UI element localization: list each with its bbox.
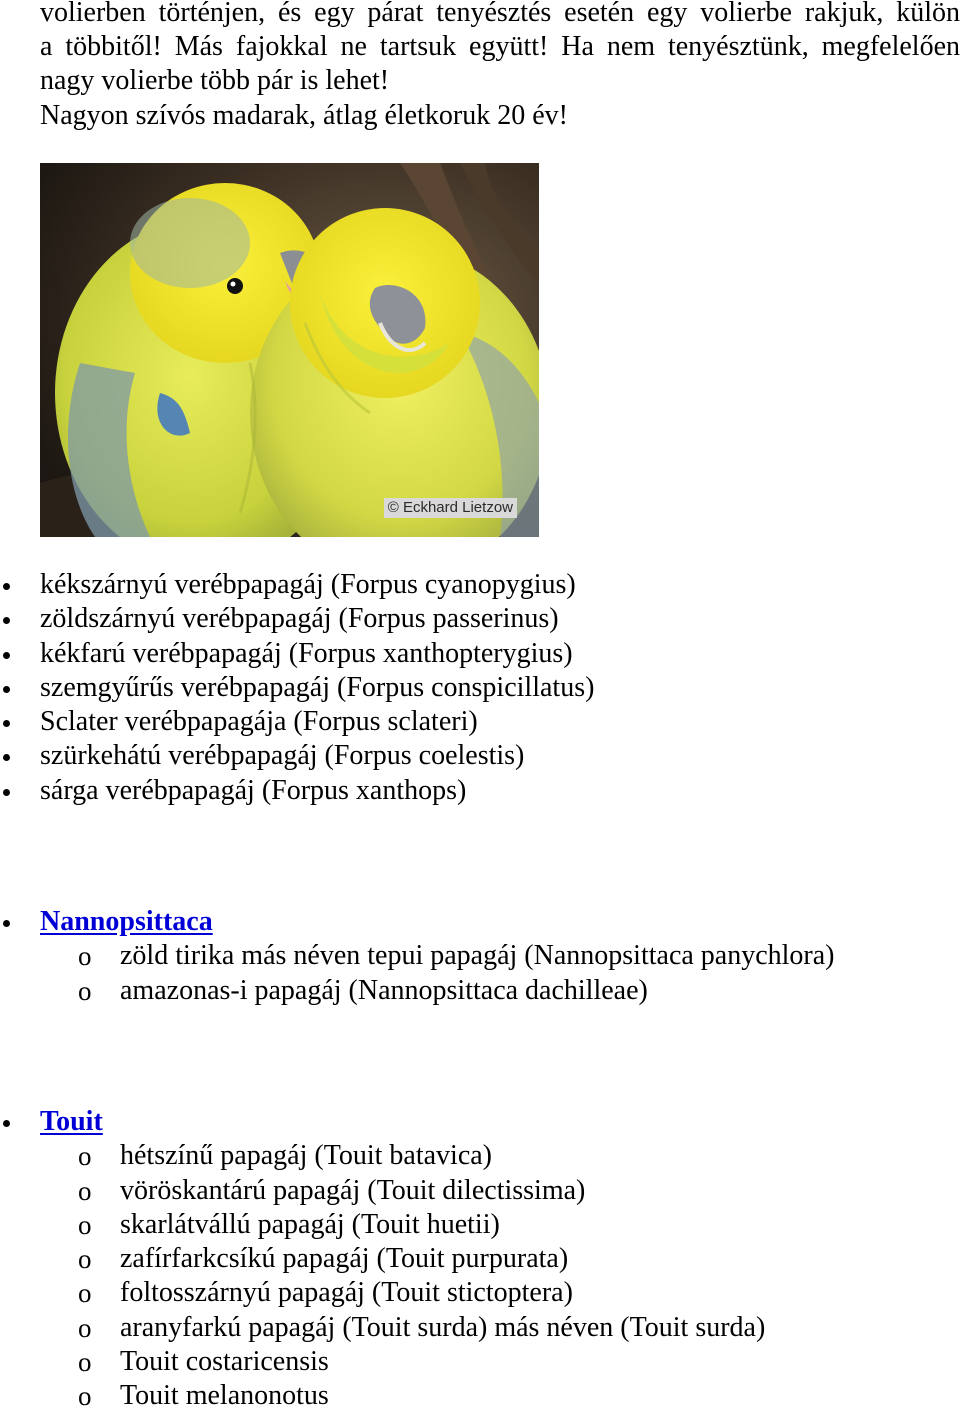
list-item — [0, 774, 960, 808]
sub-list-item — [0, 1174, 960, 1208]
bullet-icon — [3, 617, 10, 624]
bullet-icon — [3, 720, 10, 727]
sub-list-item — [0, 974, 960, 1008]
genus-heading-row — [0, 905, 960, 939]
lovebirds-image — [40, 163, 539, 537]
circle-bullet-icon: o — [78, 1278, 92, 1309]
sub-list-item — [0, 1208, 960, 1242]
genus-heading-row — [0, 1105, 960, 1139]
bullet-icon — [3, 583, 10, 590]
sub-list-item-text: zöld tirika más néven tepui papagáj (Nannopsittaca panychlora) — [120, 940, 835, 972]
sub-list-item-text: skarlátvállú papagáj (Touit huetii) — [120, 1208, 500, 1240]
intro-paragraph — [40, 0, 960, 133]
nannopsittaca-section — [0, 905, 960, 1008]
list-item — [0, 602, 960, 636]
sub-list-item-text: amazonas-i papagáj (Nannopsittaca dachilleae) — [120, 974, 648, 1006]
list-item-text: Sclater verébpapagája (Forpus sclateri) — [40, 706, 478, 738]
intro-line: nagy volierbe több pár is lehet! — [40, 65, 390, 97]
intro-line: volierben történjen, és egy párat tenyésztés esetén egy volierbe rakjuk, külön — [40, 0, 960, 28]
photo-credit: © Eckhard Lietzow — [384, 498, 517, 518]
sub-list-item — [0, 1242, 960, 1276]
touit-link[interactable]: Touit — [40, 1106, 103, 1137]
circle-bullet-icon: o — [78, 1381, 92, 1412]
sub-list-item-text: zafírfarkcsíkú papagáj (Touit purpurata) — [120, 1243, 569, 1275]
circle-bullet-icon: o — [78, 941, 92, 972]
intro-line: Nagyon szívós madarak, átlag életkoruk 20 év! — [40, 99, 568, 131]
list-item-text: kékfarú verébpapagáj (Forpus xanthopterygius) — [40, 637, 573, 669]
list-item-text: zöldszárnyú verébpapagáj (Forpus passerinus) — [40, 603, 559, 635]
bullet-icon — [3, 920, 10, 927]
bullet-icon — [3, 1120, 10, 1127]
sub-list-item-text: foltosszárnyú papagáj (Touit stictoptera) — [120, 1277, 573, 1309]
list-item — [0, 705, 960, 739]
touit-section — [0, 1105, 960, 1414]
list-item — [0, 568, 960, 602]
parrot-photo — [40, 163, 539, 537]
circle-bullet-icon: o — [78, 1141, 92, 1172]
sub-list-item-text: Touit melanonotus — [120, 1380, 329, 1412]
sub-list-item-text: vöröskantárú papagáj (Touit dilectissima) — [120, 1174, 586, 1206]
sub-list-item — [0, 939, 960, 973]
circle-bullet-icon: o — [78, 1347, 92, 1378]
circle-bullet-icon: o — [78, 1312, 92, 1343]
list-item-text: kékszárnyú verébpapagáj (Forpus cyanopygius) — [40, 569, 576, 600]
circle-bullet-icon: o — [78, 1175, 92, 1206]
circle-bullet-icon: o — [78, 975, 92, 1006]
sub-list-item-text: hétszínű papagáj (Touit batavica) — [120, 1140, 492, 1172]
intro-line: a többitől! Más fajokkal ne tartsuk együtt! Ha nem tenyésztünk, megfelelően — [40, 31, 960, 63]
list-item-text: szemgyűrűs verébpapagáj (Forpus conspicillatus) — [40, 671, 595, 703]
list-item — [0, 637, 960, 671]
sub-list-item — [0, 1379, 960, 1413]
list-item — [0, 671, 960, 705]
sub-list-item — [0, 1139, 960, 1173]
sub-list-item — [0, 1311, 960, 1345]
circle-bullet-icon: o — [78, 1209, 92, 1240]
sub-list-item — [0, 1345, 960, 1379]
list-item — [0, 739, 960, 773]
list-item-text: sárga verébpapagáj (Forpus xanthops) — [40, 774, 467, 806]
sub-list-item — [0, 1276, 960, 1310]
forpus-species-list — [0, 568, 960, 808]
bullet-icon — [3, 652, 10, 659]
bullet-icon — [3, 789, 10, 796]
sub-list-item-text: aranyfarkú papagáj (Touit surda) más néven (Touit surda) — [120, 1311, 766, 1343]
sub-list-item-text: Touit costaricensis — [120, 1346, 329, 1378]
bullet-icon — [3, 754, 10, 761]
circle-bullet-icon: o — [78, 1244, 92, 1275]
bullet-icon — [3, 686, 10, 693]
list-item-text: szürkehátú verébpapagáj (Forpus coelestis) — [40, 740, 525, 772]
nannopsittaca-link[interactable]: Nannopsittaca — [40, 906, 213, 937]
